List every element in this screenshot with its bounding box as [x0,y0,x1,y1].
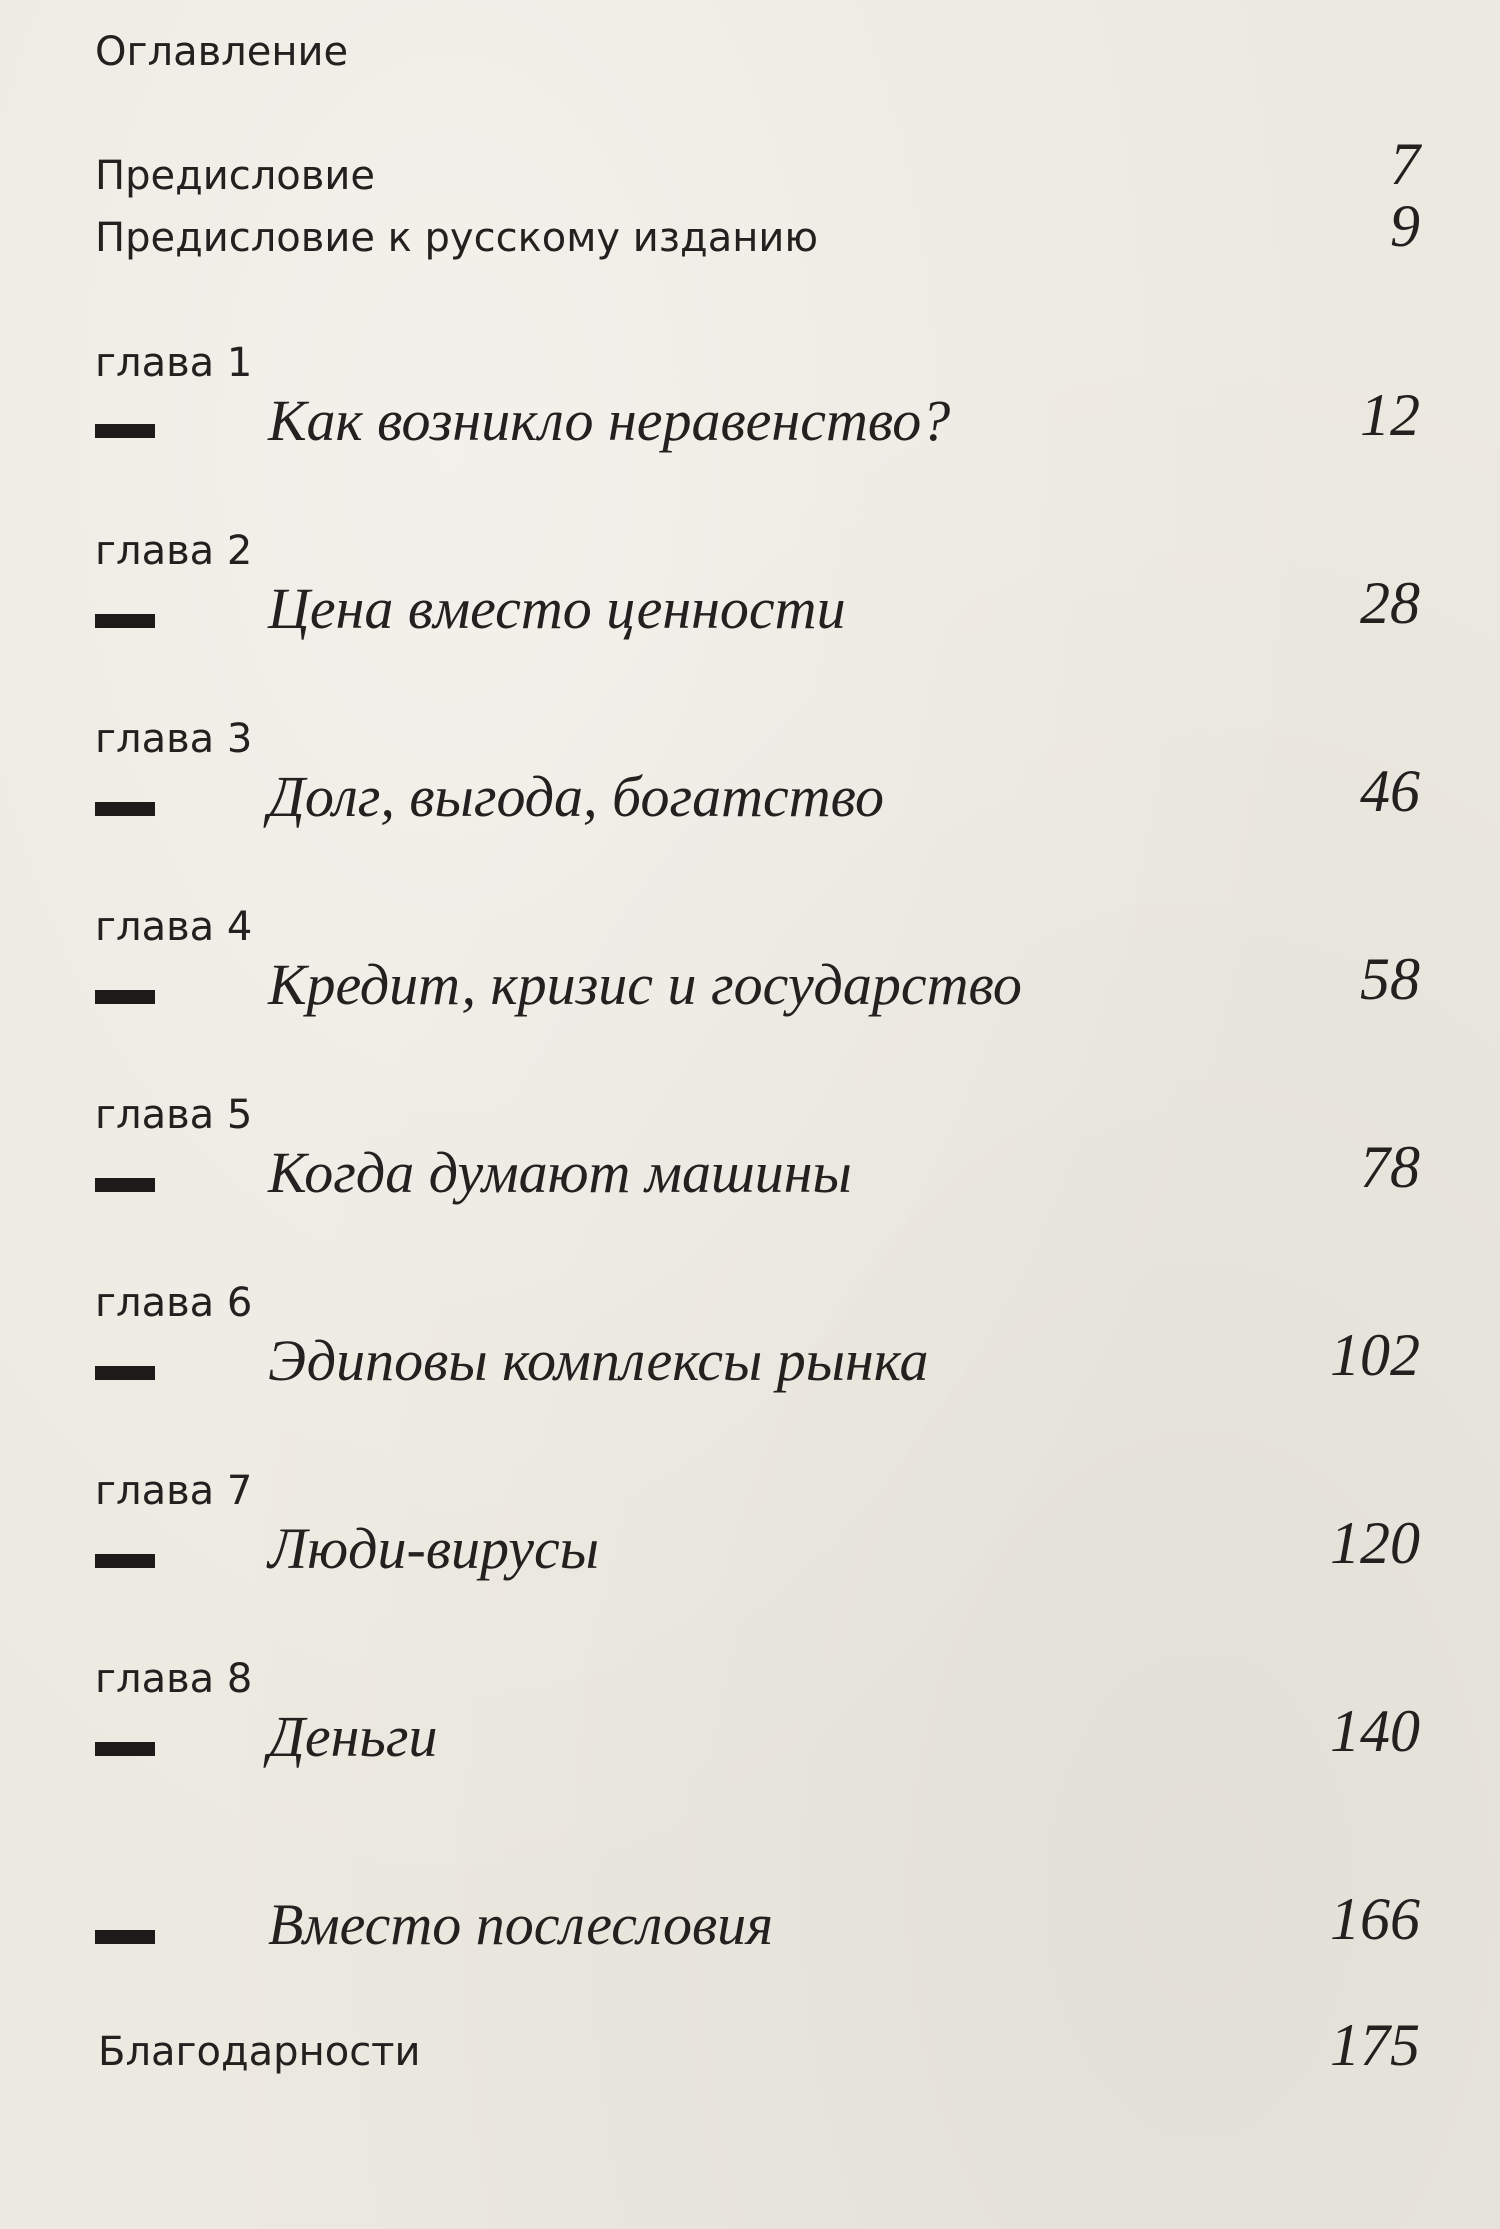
chapter-page-number: 46 [1360,758,1420,824]
afterword-dash-marker [95,1930,155,1944]
chapter-dash-marker [95,1554,155,1568]
afterword-title: Вместо послесловия [268,1892,774,1957]
chapter-label: глава 2 [95,528,253,574]
chapter-label: глава 7 [95,1468,253,1514]
chapter-title: Люди-вирусы [268,1516,600,1581]
chapter-title: Долг, выгода, богатство [268,764,884,829]
front-matter-title: Предисловие к русскому изданию [95,215,819,261]
chapter-page-number: 28 [1360,570,1420,636]
front-matter-page: 7 [1390,131,1420,197]
chapter-label: глава 3 [95,716,253,762]
chapter-page-number: 12 [1360,382,1420,448]
chapter-dash-marker [95,614,155,628]
chapter-dash-marker [95,1742,155,1756]
acknowledgements-title: Благодарности [98,2029,421,2075]
chapter-label: глава 6 [95,1280,253,1326]
chapter-page-number: 78 [1360,1134,1420,1200]
chapter-dash-marker [95,1178,155,1192]
chapter-label: глава 4 [95,904,253,950]
chapter-title: Деньги [268,1704,438,1769]
acknowledgements-page-number: 175 [1330,2012,1420,2078]
chapter-title: Когда думают машины [268,1140,852,1205]
chapter-label: глава 5 [95,1092,253,1138]
chapter-dash-marker [95,990,155,1004]
chapter-label: глава 8 [95,1656,253,1702]
toc-heading: Оглавление [95,29,349,75]
chapter-title: Цена вместо ценности [268,576,846,641]
chapter-title: Как возникло неравенство? [268,388,951,453]
chapter-dash-marker [95,1366,155,1380]
afterword-page-number: 166 [1330,1886,1420,1952]
chapter-page-number: 58 [1360,946,1420,1012]
chapter-page-number: 120 [1330,1510,1420,1576]
chapter-dash-marker [95,802,155,816]
chapter-title: Эдиповы комплексы рынка [268,1328,929,1393]
chapter-page-number: 102 [1330,1322,1420,1388]
front-matter-page: 9 [1390,193,1420,259]
chapter-label: глава 1 [95,340,253,386]
chapter-dash-marker [95,424,155,438]
chapter-title: Кредит, кризис и государство [268,952,1022,1017]
chapter-page-number: 140 [1330,1698,1420,1764]
front-matter-title: Предисловие [95,153,375,199]
